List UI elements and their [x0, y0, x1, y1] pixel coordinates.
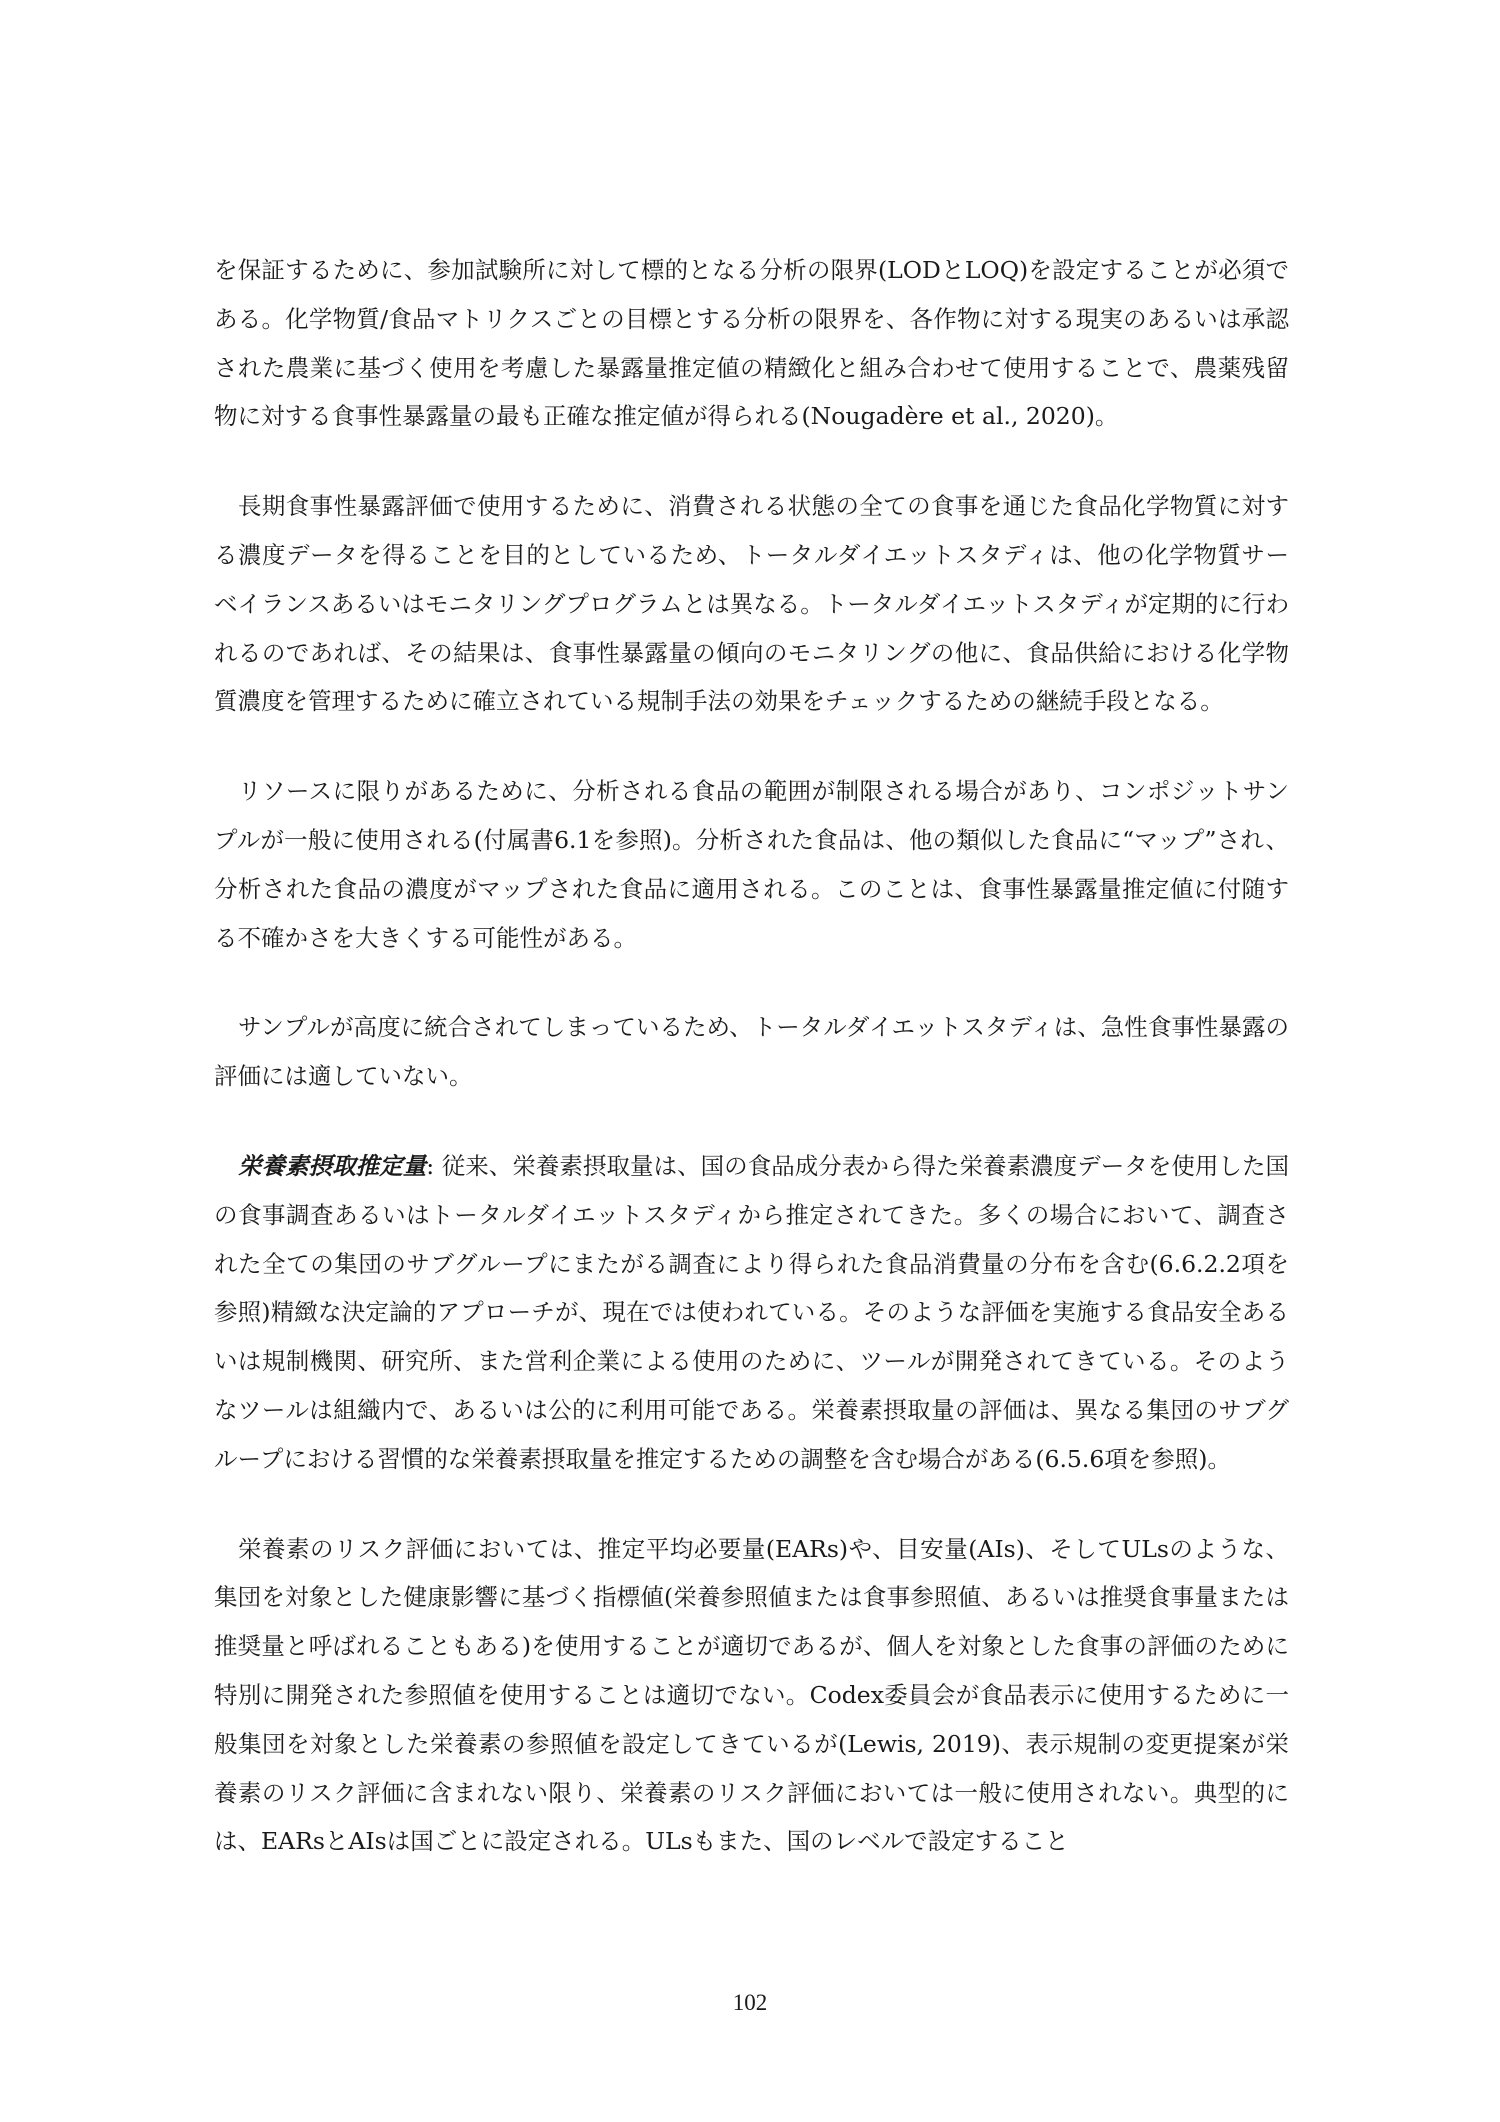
document-body [214, 246, 1289, 1907]
paragraph-1: を保証するために、参加試験所に対して標的となる分析の限界(LODとLOQ)を設定することが必須である。化学物質/食品マトリクスごとの目標とする分析の限界を、各作物に対する現実のあるいは承認された農業に基づく使用を考慮した暴露量推定値の精緻化と組み合わせて使用することで、農薬残留物に対する食事性暴露量の最も正確な推定値が得られる(Nougadère et al., 2020)。 [214, 256, 1289, 431]
paragraph-5-text: : 従来、栄養素摂取量は、国の食品成分表から得た栄養素濃度データを使用した国の食事調査あるいはトータルダイエットスタディから推定されてきた。多くの場合において、調査された全ての集団のサブグループにまたがる調査により得られた食品消費量の分布を含む(6.6.2.2項を参照)精緻な決定論的アプローチが、現在では使われている。そのような評価を実施する食品安全あるいは規制機関、研究所、また営利企業による使用のために、ツールが開発されてきている。そのようなツールは組織内で、あるいは公的に利用可能である。栄養素摂取量の評価は、異なる集団のサブグループにおける習慣的な栄養素摂取量を推定するための調整を含む場合がある(6.5.6項を参照)。 [214, 1151, 1289, 1473]
paragraph-2: 長期食事性暴露評価で使用するために、消費される状態の全ての食事を通じた食品化学物質に対する濃度データを得ることを目的としているため、トータルダイエットスタディは、他の化学物質サーベイランスあるいはモニタリングプログラムとは異なる。トータルダイエットスタディが定期的に行われるのであれば、その結果は、食事性暴露量の傾向のモニタリングの他に、食品供給における化学物質濃度を管理するために確立されている規制手法の効果をチェックするための継続手段となる。 [214, 492, 1289, 716]
page-number: 102 [732, 1990, 768, 2015]
paragraph-5 [214, 1142, 1289, 1484]
paragraph-3: リソースに限りがあるために、分析される食品の範囲が制限される場合があり、コンポジットサンプルが一般に使用される(付属書6.1を参照)。分析された食品は、他の類似した食品に“マップ”され、分析された食品の濃度がマップされた食品に適用される。このことは、食事性暴露量推定値に付随する不確かさを大きくする可能性がある。 [214, 777, 1289, 952]
paragraph-4: サンプルが高度に統合されてしまっているため、トータルダイエットスタディは、急性食事性暴露の評価には適していない。 [214, 1013, 1289, 1091]
paragraph-5-lead-term: 栄養素摂取推定量 [238, 1151, 427, 1180]
paragraph-6: 栄養素のリスク評価においては、推定平均必要量(EARs)や、目安量(AIs)、そしてULsのような、集団を対象とした健康影響に基づく指標値(栄養参照値または食事参照値、あるいは推奨食事量または推奨量と呼ばれることもある)を使用することが適切であるが、個人を対象とした食事の評価のために特別に開発された参照値を使用することは適切でない。Codex委員会が食品表示に使用するために一般集団を対象とした栄養素の参照値を設定してきているが(Lewis, 2019)、表示規制の変更提案が栄養素のリスク評価に含まれない限り、栄養素のリスク評価においては一般に使用されない。典型的には、EARsとAIsは国ごとに設定される。ULsもまた、国のレベルで設定すること [214, 1534, 1289, 1856]
